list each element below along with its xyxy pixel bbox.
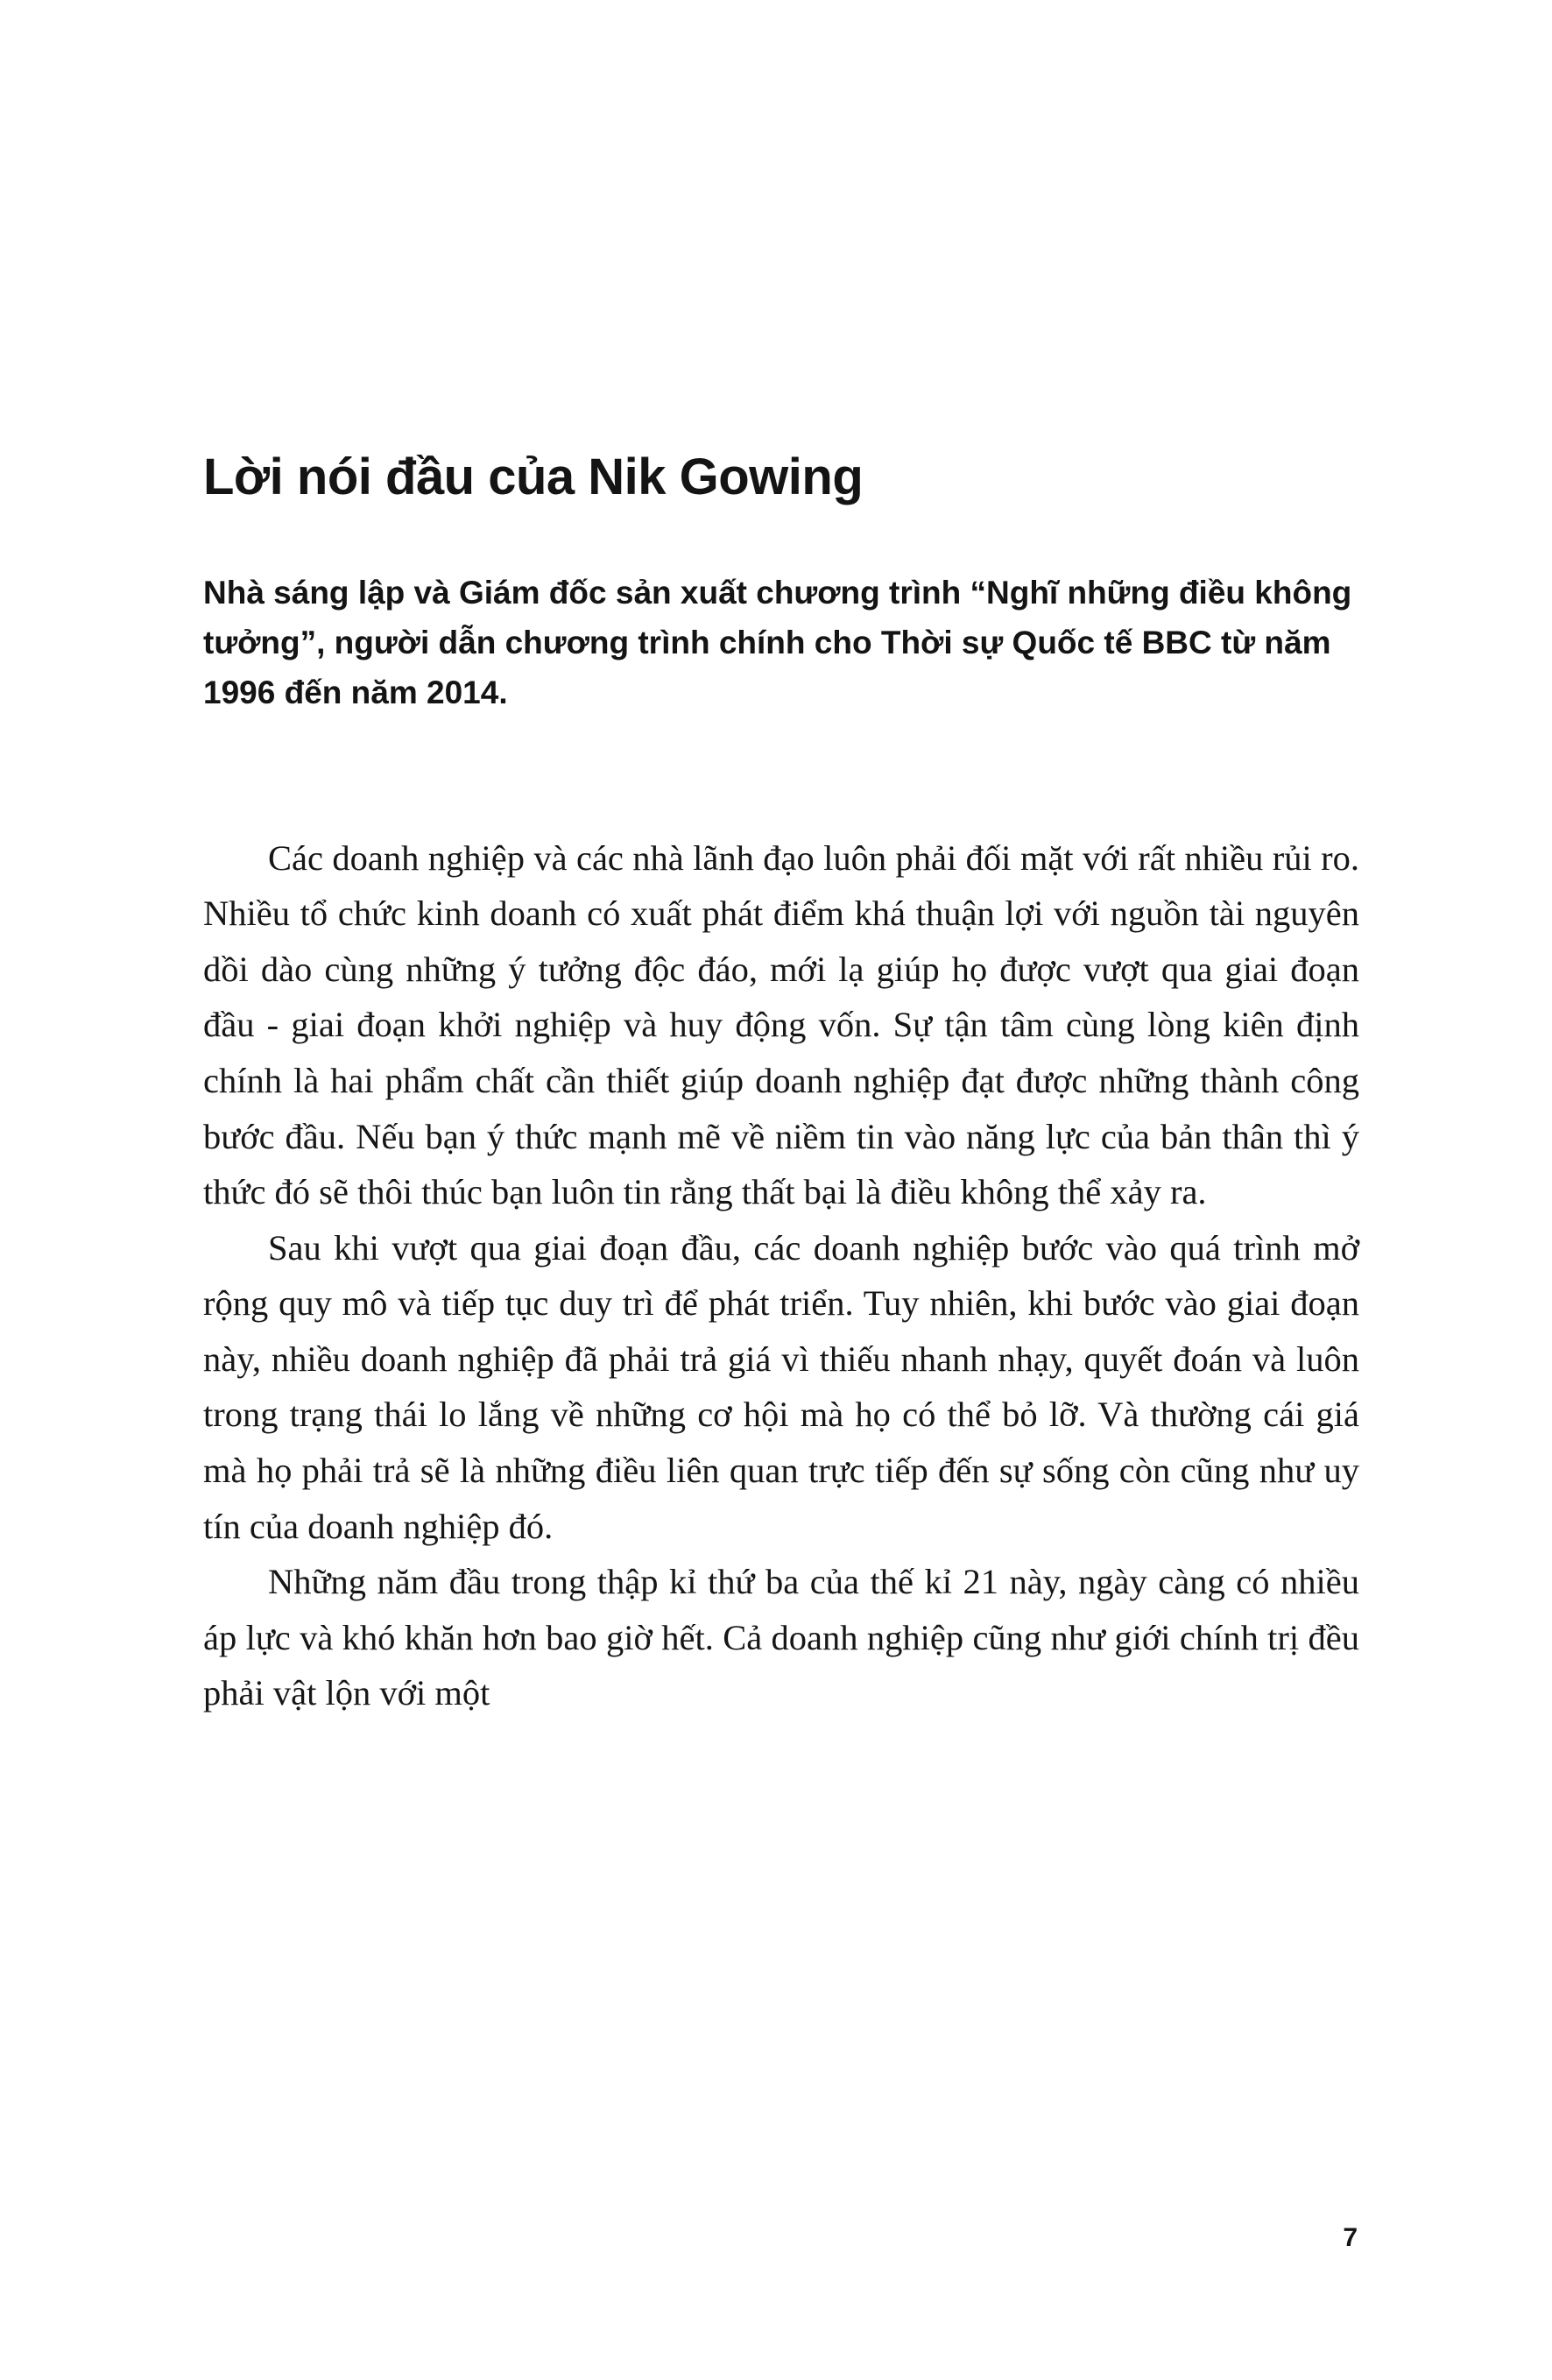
- author-credential-subtitle: Nhà sáng lập và Giám đốc sản xuất chương trình “Nghĩ những điều không tưởng”, người dẫn chương trình chính cho Thời sự Quốc tế BBC từ năm 1996 đến năm 2014.: [203, 574, 1352, 711]
- paragraph: Những năm đầu trong thập kỉ thứ ba của thế kỉ 21 này, ngày càng có nhiều áp lực và khó khăn hơn bao giờ hết. Cả doanh nghiệp cũng như giới chính trị đều phải vật lộn với một: [203, 1562, 1359, 1713]
- page-title: Lời nói đầu của Nik Gowing: [203, 448, 864, 505]
- paragraph: Sau khi vượt qua giai đoạn đầu, các doanh nghiệp bước vào quá trình mở rộng quy mô và tiếp tục duy trì để phát triển. Tuy nhiên, khi bước vào giai đoạn này, nhiều doanh nghiệp đã phải trả giá vì thiếu nhanh nhạy, quyết đoán và luôn trong trạng thái lo lắng về những cơ hội mà họ có thể bỏ lỡ. Và thường cái giá mà họ phải trả sẽ là những điều liên quan trực tiếp đến sự sống còn cũng như uy tín của doanh nghiệp đó.: [203, 1227, 1359, 1546]
- page-content: [203, 0, 1359, 1721]
- body-text: [203, 718, 1359, 1721]
- page-number: 7: [1343, 2223, 1358, 2252]
- paragraph: Các doanh nghiệp và các nhà lãnh đạo luôn phải đối mặt với rất nhiều rủi ro. Nhiều tổ chức kinh doanh có xuất phát điểm khá thuận lợi với nguồn tài nguyên dồi dào cùng những ý tưởng độc đáo, mới lạ giúp họ được vượt qua giai đoạn đầu - giai đoạn khởi nghiệp và huy động vốn. Sự tận tâm cùng lòng kiên định chính là hai phẩm chất cần thiết giúp doanh nghiệp đạt được những thành công bước đầu. Nếu bạn ý thức mạnh mẽ về niềm tin vào năng lực của bản thân thì ý thức đó sẽ thôi thúc bạn luôn tin rằng thất bại là điều không thể xảy ra.: [203, 837, 1359, 1212]
